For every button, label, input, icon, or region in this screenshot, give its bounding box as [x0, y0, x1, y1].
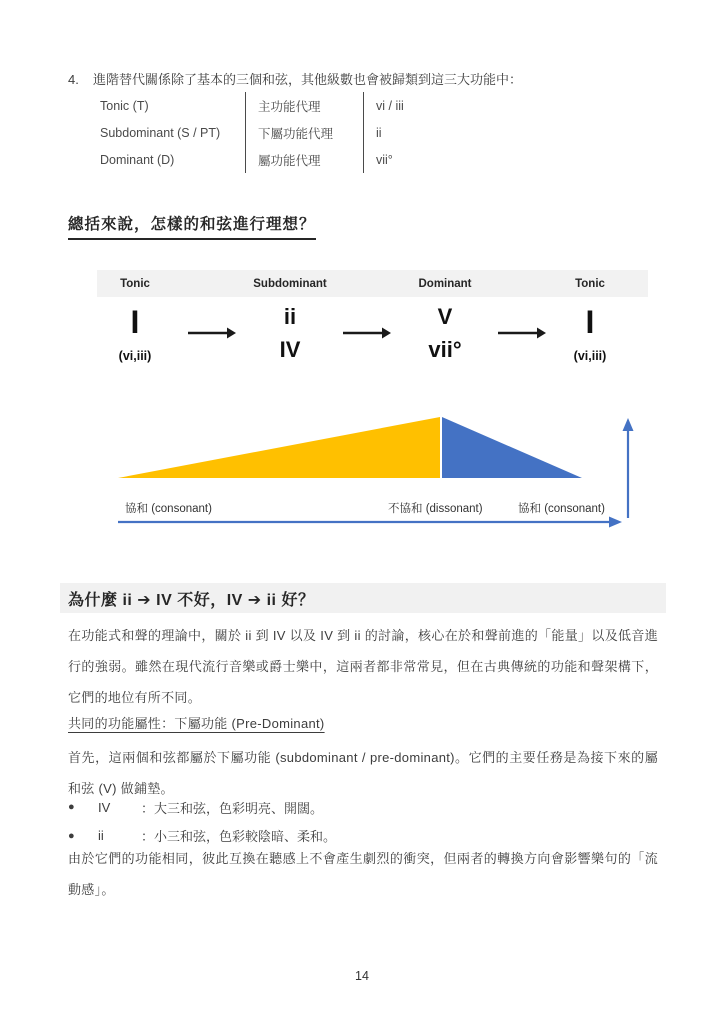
dissonant-label: 不協和 (dissonant): [388, 503, 483, 515]
bullet-desc: ：小三和弦，色彩較陰暗、柔和。: [141, 829, 337, 845]
page-number: 14: [355, 969, 369, 983]
chord-upper-label: ii: [283, 304, 297, 329]
up-arrow-icon: [623, 418, 634, 518]
stage-label-dominant: Dominant: [418, 277, 472, 290]
section-heading-bar: [60, 583, 666, 613]
bullet-term: IV: [98, 799, 111, 815]
stage-label-subdominant: Subdominant: [253, 277, 327, 290]
right-axis-arrow-icon: [118, 517, 622, 528]
tension-rise-triangle: [118, 417, 440, 478]
paragraph-conclusion: 由於它們的功能相同，彼此互換在聽感上不會產生劇烈的衝突，但兩者的轉換方向會影響樂句的「流動感」。: [68, 851, 658, 897]
chord-main-label: I: [130, 304, 140, 340]
chord-quality-list: [68, 793, 336, 850]
list-text: 進階替代關係除了基本的三個和弦，其他級數也會被歸類到這三大功能中：: [93, 72, 523, 87]
table-cell-chords: vii°: [363, 146, 455, 173]
chord-lower-label: vii°: [428, 337, 462, 362]
section-heading-ideal-progression: 總括來說，怎樣的和弦進行理想？: [68, 212, 316, 240]
chord-substitutes-label: (vi,iii): [118, 349, 152, 363]
list-item: [68, 793, 336, 822]
chord-main-label: I: [585, 304, 595, 340]
stage-label-tonic: Tonic: [120, 277, 150, 290]
list-item-4: [68, 70, 664, 90]
section-heading-why: 為什麼 ii ➔ IV 不好，IV ➔ ii 好？: [68, 591, 315, 609]
consonant-left-label: 協和 (consonant): [125, 503, 212, 515]
chord-substitutes-label: (vi,iii): [573, 349, 607, 363]
table-cell-function: Tonic (T): [100, 98, 149, 113]
list-marker: 4.: [68, 72, 79, 87]
stage-label-tonic-return: Tonic: [575, 277, 605, 290]
tension-fall-triangle: [442, 417, 582, 478]
chord-tonic-return: [574, 300, 607, 364]
function-substitution-table: [100, 92, 455, 173]
table-cell-function: Subdominant (S / PT): [100, 125, 221, 140]
subheading-pre-dominant: 共同的功能屬性：下屬功能 (Pre-Dominant): [68, 716, 325, 731]
table-cell-role: 下屬功能代理: [245, 119, 363, 146]
progression-chords-row: [97, 300, 648, 380]
bullet-icon: ●: [68, 829, 75, 842]
paragraph-subdominant-function: 首先，這兩個和弦都屬於下屬功能 (subdominant / pre-dominant)。它們的主要任務是為接下來的屬和弦 (V) 做鋪墊。: [68, 750, 658, 796]
table-cell-chords: ii: [363, 119, 455, 146]
bullet-icon: ●: [68, 801, 75, 814]
paragraph-theory: 在功能式和聲的理論中，關於 ii 到 IV 以及 IV 到 ii 的討論，核心在於和聲前進的「能量」以及低音進行的強弱。雖然在現代流行音樂或爵士樂中，這兩者都非常常見，但在古典傳統的功能和聲架構下，它們的地位有所不同。: [68, 628, 658, 705]
right-arrow-icon: [187, 326, 237, 345]
chord-upper-label: V: [437, 304, 453, 329]
right-arrow-icon: [497, 326, 547, 345]
chord-lower-label: IV: [279, 337, 301, 362]
chord-dominant: [428, 300, 461, 366]
bullet-desc: ：大三和弦，色彩明亮、開闊。: [141, 800, 324, 816]
right-arrow-icon: [342, 326, 392, 345]
table-cell-chords: vi / iii: [363, 92, 455, 119]
progression-stage-bar: [97, 270, 648, 297]
table-cell-function: Dominant (D): [100, 152, 175, 167]
consonant-right-label: 協和 (consonant): [518, 503, 605, 515]
tension-diagram: [0, 400, 724, 540]
bullet-term: ii: [98, 828, 104, 844]
chord-subdominant: [280, 300, 301, 366]
table-cell-role: 主功能代理: [245, 92, 363, 119]
chord-tonic: [119, 300, 152, 364]
table-cell-role: 屬功能代理: [245, 146, 363, 173]
